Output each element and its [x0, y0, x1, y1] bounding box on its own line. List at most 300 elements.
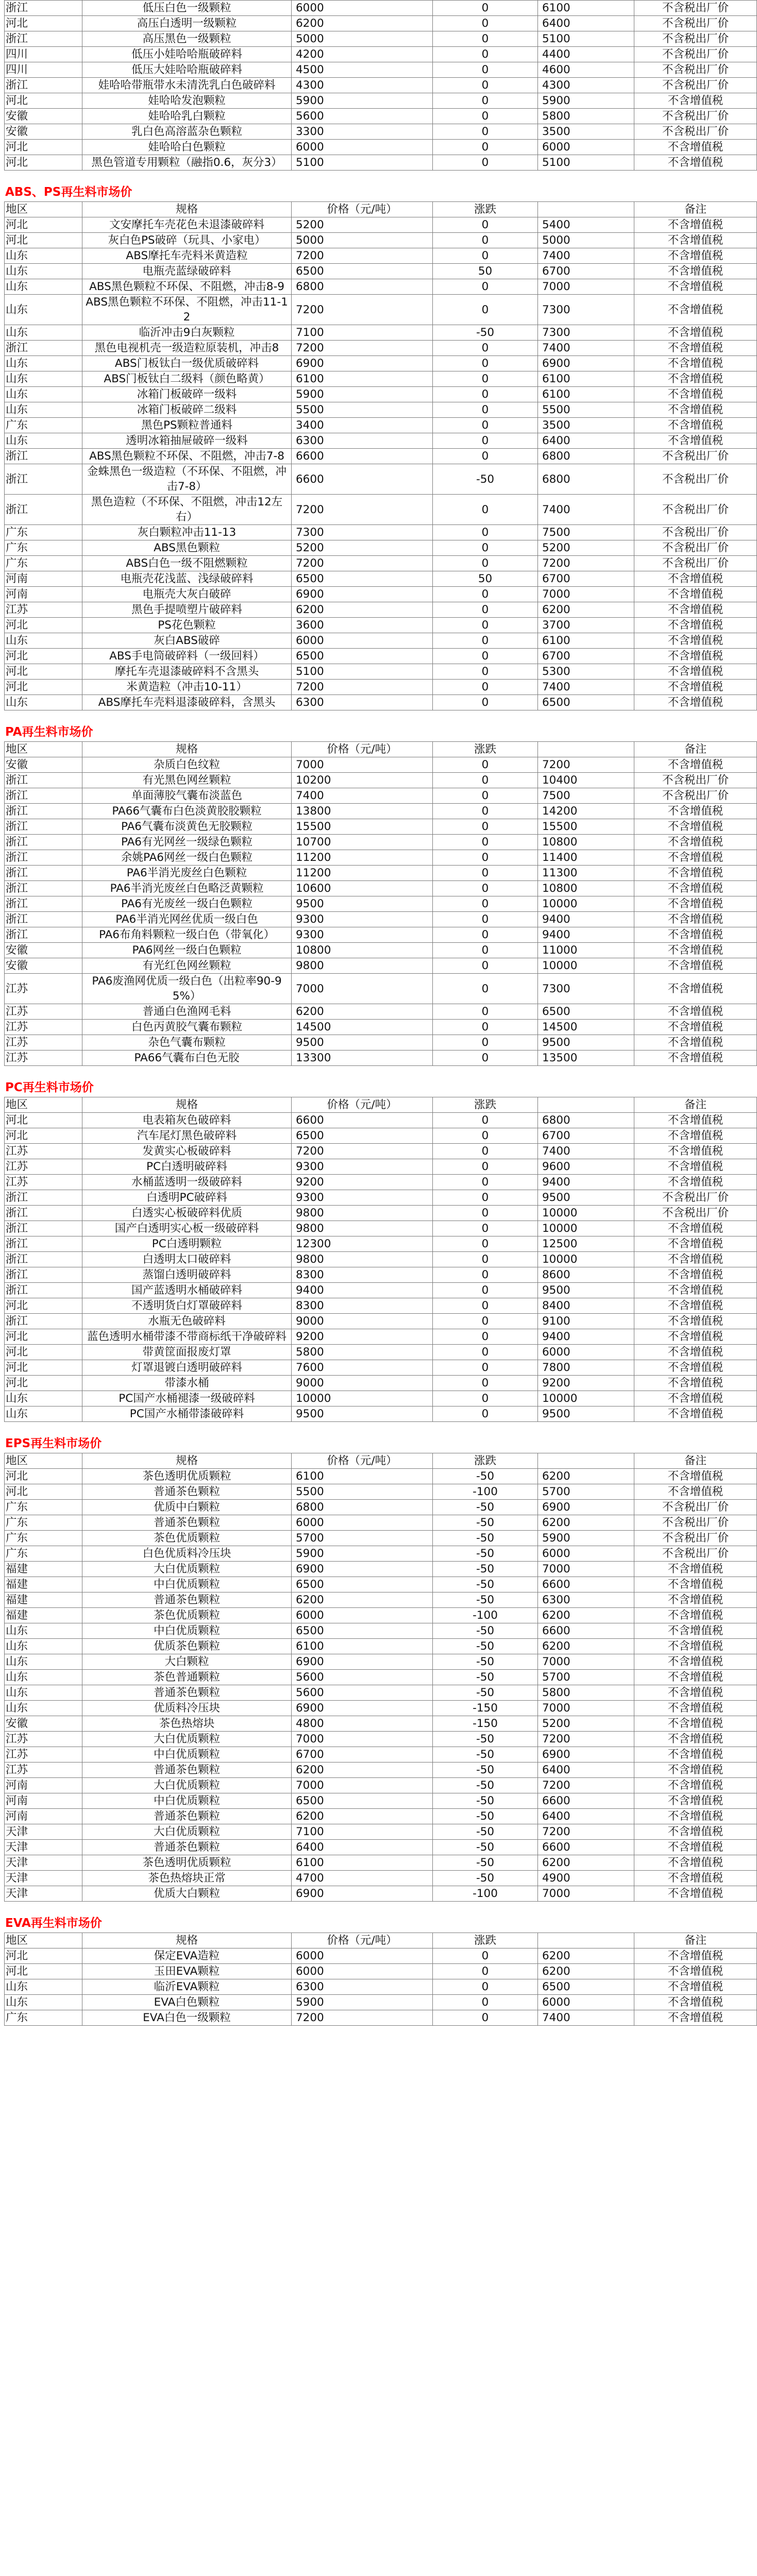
price-high-cell: 5100 — [538, 31, 634, 47]
table-row — [5, 1252, 757, 1267]
table-row — [5, 433, 757, 449]
table-row — [5, 896, 757, 912]
region-cell: 河北 — [5, 1113, 82, 1128]
change-cell: 0 — [433, 1376, 538, 1391]
change-cell: 0 — [433, 279, 538, 295]
region-cell: 山东 — [5, 248, 82, 264]
region-cell: 福建 — [5, 1608, 82, 1623]
price-high-cell: 6200 — [538, 1469, 634, 1484]
table-row — [5, 649, 757, 664]
price-high-cell: 6600 — [538, 1623, 634, 1639]
price-low-cell: 6900 — [292, 1701, 433, 1716]
spec-cell: 优质大白颗粒 — [82, 1886, 292, 1902]
change-cell: -50 — [433, 1515, 538, 1531]
remark-cell: 不含增值税 — [634, 1159, 757, 1175]
spec-cell: 中白优质颗粒 — [82, 1577, 292, 1592]
table-row — [5, 140, 757, 155]
price-high-cell: 7500 — [538, 788, 634, 804]
price-high-cell: 6800 — [538, 464, 634, 495]
spec-cell: 茶色透明优质颗粒 — [82, 1855, 292, 1871]
table-row — [5, 1345, 757, 1360]
change-cell: 0 — [433, 1283, 538, 1298]
table-row — [5, 356, 757, 371]
remark-cell: 不含增值税 — [634, 1406, 757, 1422]
remark-cell: 不含增值税 — [634, 1050, 757, 1066]
spec-cell: 低压白色一级颗粒 — [82, 1, 292, 16]
remark-cell: 不含增值税 — [634, 1376, 757, 1391]
price-high-cell: 9500 — [538, 1190, 634, 1206]
change-cell: 0 — [433, 1159, 538, 1175]
spec-cell: 普通茶色颗粒 — [82, 1685, 292, 1701]
spec-cell: EVA白色一级颗粒 — [82, 2010, 292, 2026]
remark-cell: 不含增值税 — [634, 1670, 757, 1685]
spec-cell: PA6半消光网丝优质一级白色 — [82, 912, 292, 927]
price-low-cell: 7200 — [292, 556, 433, 571]
spec-cell: 白透实心板破碎料优质 — [82, 1206, 292, 1221]
table-row — [5, 788, 757, 804]
remark-cell: 不含增值税 — [634, 1716, 757, 1732]
price-high-cell: 6000 — [538, 1345, 634, 1360]
price-table-eva — [4, 1933, 757, 2026]
region-cell: 浙江 — [5, 835, 82, 850]
change-cell: 0 — [433, 62, 538, 78]
price-table-top — [4, 0, 757, 171]
price-high-cell: 6400 — [538, 1809, 634, 1824]
price-high-cell: 6200 — [538, 1855, 634, 1871]
price-high-cell: 3500 — [538, 418, 634, 433]
change-cell: -50 — [433, 1747, 538, 1762]
remark-cell: 不含增值税 — [634, 155, 757, 171]
region-cell: 江苏 — [5, 1020, 82, 1035]
change-cell: 0 — [433, 819, 538, 835]
change-cell: -50 — [433, 1778, 538, 1793]
remark-cell: 不含增值税 — [634, 1824, 757, 1840]
table-row — [5, 1391, 757, 1406]
spec-cell: 大白优质颗粒 — [82, 1778, 292, 1793]
spec-cell: 水瓶无色破碎料 — [82, 1314, 292, 1329]
spec-cell: 黑色电视机壳一级造粒原装机，冲击8 — [82, 341, 292, 356]
price-high-cell: 5800 — [538, 109, 634, 124]
spec-cell: 大白优质颗粒 — [82, 1824, 292, 1840]
price-high-cell: 9400 — [538, 1329, 634, 1345]
spec-cell: 国产白透明实心板一级破碎料 — [82, 1221, 292, 1236]
price-low-cell: 6200 — [292, 602, 433, 618]
price-low-cell: 6200 — [292, 1762, 433, 1778]
table-row — [5, 78, 757, 93]
price-high-cell: 10800 — [538, 881, 634, 896]
spec-cell: PA6半消光废丝白色颗粒 — [82, 866, 292, 881]
price-high-cell: 10000 — [538, 896, 634, 912]
price-low-cell: 6500 — [292, 1623, 433, 1639]
change-cell: 0 — [433, 1948, 538, 1964]
region-cell: 四川 — [5, 62, 82, 78]
remark-cell: 不含增值税 — [634, 664, 757, 680]
price-table-eps — [4, 1453, 757, 1902]
region-cell: 河北 — [5, 1298, 82, 1314]
price-high-cell: 6000 — [538, 140, 634, 155]
change-cell: 0 — [433, 788, 538, 804]
table-row — [5, 1020, 757, 1035]
remark-cell: 不含增值税 — [634, 1732, 757, 1747]
region-cell: 浙江 — [5, 881, 82, 896]
spec-cell: 临沂EVA颗粒 — [82, 1979, 292, 1995]
price-high-cell: 7300 — [538, 974, 634, 1004]
price-low-cell: 6900 — [292, 587, 433, 602]
price-high-cell: 6200 — [538, 1948, 634, 1964]
price-low-cell: 10200 — [292, 773, 433, 788]
region-cell: 山东 — [5, 387, 82, 402]
spec-cell: 大白优质颗粒 — [82, 1562, 292, 1577]
remark-cell: 不含增值税 — [634, 1654, 757, 1670]
remark-cell: 不含增值税 — [634, 896, 757, 912]
price-low-cell: 6900 — [292, 1654, 433, 1670]
change-cell: 0 — [433, 1, 538, 16]
price-low-cell: 5600 — [292, 1670, 433, 1685]
remark-cell: 不含税出厂价 — [634, 1500, 757, 1515]
region-cell: 福建 — [5, 1592, 82, 1608]
table-row — [5, 1515, 757, 1531]
change-cell: -50 — [433, 1855, 538, 1871]
table-row — [5, 62, 757, 78]
region-cell: 河北 — [5, 233, 82, 248]
price-low-cell: 10700 — [292, 835, 433, 850]
remark-cell: 不含税出厂价 — [634, 540, 757, 556]
region-cell: 福建 — [5, 1577, 82, 1592]
price-high-cell: 6000 — [538, 1995, 634, 2010]
change-cell: -50 — [433, 1577, 538, 1592]
remark-cell: 不含税出厂价 — [634, 773, 757, 788]
spec-cell: 灰白色PS破碎（玩具、小家电） — [82, 233, 292, 248]
region-cell: 安徽 — [5, 124, 82, 140]
remark-cell: 不含税出厂价 — [634, 525, 757, 540]
remark-cell: 不含增值税 — [634, 695, 757, 710]
table-row — [5, 680, 757, 695]
region-cell: 山东 — [5, 1654, 82, 1670]
region-cell: 浙江 — [5, 1314, 82, 1329]
remark-cell: 不含增值税 — [634, 1855, 757, 1871]
table-row — [5, 664, 757, 680]
price-low-cell: 6300 — [292, 1979, 433, 1995]
price-low-cell: 11200 — [292, 866, 433, 881]
remark-cell: 不含增值税 — [634, 866, 757, 881]
change-cell: 0 — [433, 927, 538, 943]
region-cell: 江苏 — [5, 1159, 82, 1175]
remark-cell: 不含增值税 — [634, 1840, 757, 1855]
region-cell: 安徽 — [5, 757, 82, 773]
spec-cell: ABS黑色颗粒 — [82, 540, 292, 556]
spec-cell: 黑色手提喷塑片破碎料 — [82, 602, 292, 618]
table-row — [5, 695, 757, 710]
table-row — [5, 155, 757, 171]
change-cell: 0 — [433, 757, 538, 773]
change-cell: 0 — [433, 896, 538, 912]
price-high-cell: 4900 — [538, 1871, 634, 1886]
change-cell: 0 — [433, 804, 538, 819]
spec-cell: 米黄造粒（冲击10-11） — [82, 680, 292, 695]
table-row — [5, 16, 757, 31]
spec-cell: PA6布角料颗粒一级白色（带氧化） — [82, 927, 292, 943]
price-high-cell: 7200 — [538, 1778, 634, 1793]
region-cell: 浙江 — [5, 1267, 82, 1283]
remark-cell: 不含增值税 — [634, 1762, 757, 1778]
price-low-cell: 7200 — [292, 495, 433, 525]
change-cell: 0 — [433, 1236, 538, 1252]
price-low-cell: 6500 — [292, 1128, 433, 1144]
remark-cell: 不含增值税 — [634, 1577, 757, 1592]
change-cell: -50 — [433, 1840, 538, 1855]
spec-cell: PA6网丝一级白色颗粒 — [82, 943, 292, 958]
table-row — [5, 1778, 757, 1793]
region-cell: 广东 — [5, 418, 82, 433]
price-low-cell: 8300 — [292, 1267, 433, 1283]
price-low-cell: 5900 — [292, 387, 433, 402]
change-cell: 0 — [433, 773, 538, 788]
price-high-cell: 13500 — [538, 1050, 634, 1066]
column-header: 价格（元/吨） — [292, 1097, 433, 1113]
remark-cell: 不含税出厂价 — [634, 62, 757, 78]
table-row — [5, 418, 757, 433]
price-high-cell: 4400 — [538, 47, 634, 62]
spec-cell: PC国产水桶带漆破碎料 — [82, 1406, 292, 1422]
region-cell: 浙江 — [5, 850, 82, 866]
remark-cell: 不含税出厂价 — [634, 449, 757, 464]
price-high-cell: 4600 — [538, 62, 634, 78]
spec-cell: 娃哈哈带瓶带水未清洗乳白色破碎料 — [82, 78, 292, 93]
region-cell: 河北 — [5, 155, 82, 171]
spec-cell: 茶色优质颗粒 — [82, 1608, 292, 1623]
price-high-cell: 7400 — [538, 1144, 634, 1159]
table-row — [5, 1979, 757, 1995]
change-cell: 0 — [433, 540, 538, 556]
remark-cell: 不含增值税 — [634, 927, 757, 943]
spec-cell: 高压黑色一级颗粒 — [82, 31, 292, 47]
spec-cell: 普通茶色颗粒 — [82, 1809, 292, 1824]
price-low-cell: 7000 — [292, 1778, 433, 1793]
price-low-cell: 6600 — [292, 449, 433, 464]
change-cell: 0 — [433, 1221, 538, 1236]
price-high-cell: 6700 — [538, 1128, 634, 1144]
region-cell: 浙江 — [5, 773, 82, 788]
region-cell: 河北 — [5, 664, 82, 680]
price-high-cell: 5700 — [538, 1670, 634, 1685]
table-row — [5, 866, 757, 881]
spec-cell: 低压小娃哈哈瓶破碎料 — [82, 47, 292, 62]
remark-cell: 不含税出厂价 — [634, 1531, 757, 1546]
price-low-cell: 14500 — [292, 1020, 433, 1035]
region-cell: 河北 — [5, 618, 82, 633]
price-table-pc — [4, 1097, 757, 1422]
spec-cell: 中白优质颗粒 — [82, 1793, 292, 1809]
spec-cell: ABS手电筒破碎料（一级回料） — [82, 649, 292, 664]
remark-cell: 不含增值税 — [634, 387, 757, 402]
remark-cell: 不含增值税 — [634, 1592, 757, 1608]
spec-cell: PC白透明破碎料 — [82, 1159, 292, 1175]
remark-cell: 不含税出厂价 — [634, 1206, 757, 1221]
remark-cell: 不含增值税 — [634, 804, 757, 819]
change-cell: -100 — [433, 1886, 538, 1902]
region-cell: 河北 — [5, 93, 82, 109]
change-cell: 0 — [433, 1329, 538, 1345]
region-cell: 山东 — [5, 1685, 82, 1701]
table-row — [5, 1732, 757, 1747]
price-low-cell: 9300 — [292, 1159, 433, 1175]
column-header — [538, 742, 634, 757]
change-cell: 0 — [433, 1298, 538, 1314]
spec-cell: 茶色优质颗粒 — [82, 1531, 292, 1546]
price-high-cell: 6200 — [538, 1515, 634, 1531]
document — [4, 0, 729, 2026]
spec-cell: 有光黑色网丝颗粒 — [82, 773, 292, 788]
remark-cell: 不含增值税 — [634, 1979, 757, 1995]
change-cell: -50 — [433, 1500, 538, 1515]
remark-cell: 不含增值税 — [634, 1964, 757, 1979]
region-cell: 安徽 — [5, 109, 82, 124]
change-cell: -50 — [433, 1762, 538, 1778]
region-cell: 河北 — [5, 140, 82, 155]
price-low-cell: 6100 — [292, 1855, 433, 1871]
table-row — [5, 325, 757, 341]
region-cell: 广东 — [5, 2010, 82, 2026]
table-row — [5, 264, 757, 279]
remark-cell: 不含增值税 — [634, 1314, 757, 1329]
table-row — [5, 974, 757, 1004]
column-header: 价格（元/吨） — [292, 1453, 433, 1469]
spec-cell: 娃哈哈白色颗粒 — [82, 140, 292, 155]
table-row — [5, 1871, 757, 1886]
table-row — [5, 449, 757, 464]
change-cell: 0 — [433, 1345, 538, 1360]
change-cell: 0 — [433, 217, 538, 233]
price-low-cell: 11200 — [292, 850, 433, 866]
price-low-cell: 6100 — [292, 1469, 433, 1484]
change-cell: 0 — [433, 1113, 538, 1128]
table-row — [5, 124, 757, 140]
region-cell: 山东 — [5, 1391, 82, 1406]
remark-cell: 不含增值税 — [634, 1267, 757, 1283]
price-low-cell: 6000 — [292, 1608, 433, 1623]
remark-cell: 不含增值税 — [634, 649, 757, 664]
remark-cell: 不含增值税 — [634, 1329, 757, 1345]
remark-cell: 不含增值税 — [634, 93, 757, 109]
price-high-cell: 7400 — [538, 680, 634, 695]
region-cell: 山东 — [5, 356, 82, 371]
region-cell: 浙江 — [5, 1252, 82, 1267]
remark-cell: 不含增值税 — [634, 1128, 757, 1144]
change-cell: -50 — [433, 1531, 538, 1546]
remark-cell: 不含增值税 — [634, 1345, 757, 1360]
spec-cell: 高压白透明一级颗粒 — [82, 16, 292, 31]
price-low-cell: 6000 — [292, 1964, 433, 1979]
table-row — [5, 1716, 757, 1732]
remark-cell: 不含税出厂价 — [634, 788, 757, 804]
change-cell: 0 — [433, 449, 538, 464]
price-high-cell: 9500 — [538, 1406, 634, 1422]
change-cell: 0 — [433, 1128, 538, 1144]
change-cell: -50 — [433, 1592, 538, 1608]
change-cell: -50 — [433, 1562, 538, 1577]
spec-cell: 优质茶色颗粒 — [82, 1639, 292, 1654]
table-row — [5, 1190, 757, 1206]
region-cell: 山东 — [5, 1639, 82, 1654]
column-header: 涨跌 — [433, 202, 538, 217]
change-cell: -50 — [433, 325, 538, 341]
spec-cell: 电瓶壳蓝绿破碎料 — [82, 264, 292, 279]
spec-cell: ABS黑色颗粒不环保、不阻燃，冲击7-8 — [82, 449, 292, 464]
remark-cell: 不含税出厂价 — [634, 1190, 757, 1206]
region-cell: 四川 — [5, 47, 82, 62]
region-cell: 江苏 — [5, 1004, 82, 1020]
region-cell: 江苏 — [5, 1144, 82, 1159]
region-cell: 广东 — [5, 1531, 82, 1546]
price-low-cell: 7200 — [292, 248, 433, 264]
change-cell: -50 — [433, 1639, 538, 1654]
region-cell: 河南 — [5, 1793, 82, 1809]
change-cell: 0 — [433, 835, 538, 850]
remark-cell: 不含增值税 — [634, 233, 757, 248]
change-cell: -50 — [433, 1809, 538, 1824]
table-row — [5, 556, 757, 571]
column-header: 备注 — [634, 1453, 757, 1469]
table-row — [5, 295, 757, 325]
region-cell: 浙江 — [5, 31, 82, 47]
price-high-cell: 5700 — [538, 1484, 634, 1500]
change-cell: 0 — [433, 1004, 538, 1020]
change-cell: 0 — [433, 1190, 538, 1206]
spec-cell: 大白优质颗粒 — [82, 1732, 292, 1747]
price-high-cell: 7500 — [538, 525, 634, 540]
region-cell: 浙江 — [5, 495, 82, 525]
change-cell: 0 — [433, 109, 538, 124]
spec-cell: ABS黑色颗粒不环保、不阻燃，冲击11-12 — [82, 295, 292, 325]
table-row — [5, 1113, 757, 1128]
change-cell: 0 — [433, 1979, 538, 1995]
spec-cell: 黑色造粒（不环保、不阻燃，冲击12左右） — [82, 495, 292, 525]
price-low-cell: 4300 — [292, 78, 433, 93]
price-high-cell: 6200 — [538, 1608, 634, 1623]
region-cell: 广东 — [5, 1515, 82, 1531]
table-row — [5, 1639, 757, 1654]
remark-cell: 不含增值税 — [634, 1608, 757, 1623]
change-cell: 0 — [433, 912, 538, 927]
region-cell: 河北 — [5, 1484, 82, 1500]
table-row — [5, 387, 757, 402]
price-high-cell: 6900 — [538, 1500, 634, 1515]
region-cell: 河北 — [5, 1469, 82, 1484]
spec-cell: 黑色管道专用颗粒（融指0.6，灰分3） — [82, 155, 292, 171]
price-low-cell: 6600 — [292, 1113, 433, 1128]
column-header: 备注 — [634, 742, 757, 757]
change-cell: -100 — [433, 1484, 538, 1500]
price-low-cell: 5600 — [292, 1685, 433, 1701]
region-cell: 浙江 — [5, 1, 82, 16]
price-high-cell: 6400 — [538, 433, 634, 449]
remark-cell: 不含增值税 — [634, 217, 757, 233]
spec-cell: 余姚PA6网丝一级白色颗粒 — [82, 850, 292, 866]
price-high-cell: 7300 — [538, 325, 634, 341]
price-low-cell: 4500 — [292, 62, 433, 78]
change-cell: -50 — [433, 1623, 538, 1639]
column-header: 备注 — [634, 202, 757, 217]
change-cell: 0 — [433, 341, 538, 356]
table-row — [5, 927, 757, 943]
price-low-cell: 6100 — [292, 1639, 433, 1654]
remark-cell: 不含增值税 — [634, 1175, 757, 1190]
remark-cell: 不含税出厂价 — [634, 1515, 757, 1531]
region-cell: 浙江 — [5, 912, 82, 927]
remark-cell: 不含增值税 — [634, 264, 757, 279]
price-high-cell: 5500 — [538, 402, 634, 418]
region-cell: 河南 — [5, 571, 82, 587]
